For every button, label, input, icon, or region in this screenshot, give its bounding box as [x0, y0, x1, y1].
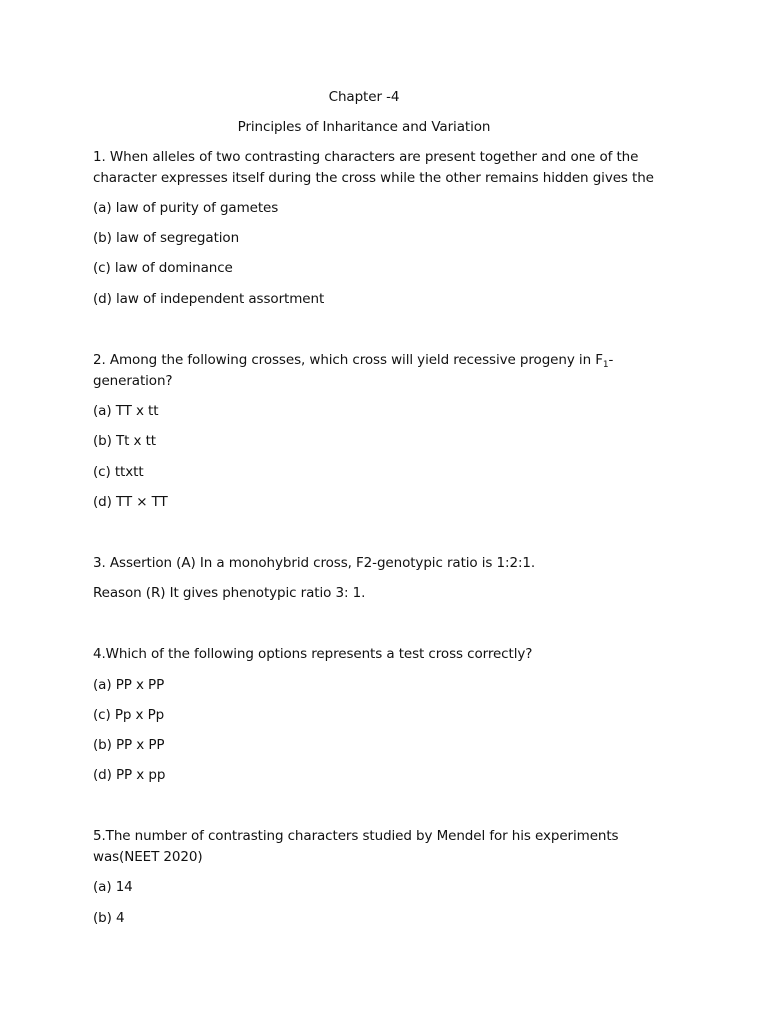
question-5-option-b: (b) 4: [93, 910, 125, 926]
question-1-option-d: (d) law of independent assortment: [93, 291, 325, 307]
question-2-option-c: (c) ttxtt: [93, 464, 144, 480]
question-2-option-d: (d) TT × TT: [93, 494, 168, 510]
chapter-heading: Chapter -4: [328, 89, 400, 105]
question-2-hyphen: -: [608, 352, 614, 368]
question-1-line-2: character expresses itself during the cross while the other remains hidden gives the: [93, 170, 654, 186]
question-2-option-a: (a) TT x tt: [93, 403, 159, 419]
question-1-option-b: (b) law of segregation: [93, 230, 240, 246]
question-5-option-a: (a) 14: [93, 879, 133, 895]
question-2-line-2: generation?: [93, 373, 173, 389]
question-5-line-2: was(NEET 2020): [93, 849, 203, 865]
subscript-1: 1: [602, 360, 609, 370]
question-1-option-c: (c) law of dominance: [93, 260, 233, 276]
question-1-option-a: (a) law of purity of gametes: [93, 200, 279, 216]
question-4-option-3: (b) PP x PP: [93, 737, 165, 753]
question-4-option-1: (a) PP x PP: [93, 677, 165, 693]
question-5-line-1: 5.The number of contrasting characters studied by Mendel for his experiments: [93, 828, 619, 844]
question-2-text: 2. Among the following crosses, which cross will yield recessive progeny in F: [93, 352, 603, 368]
question-3-assertion: 3. Assertion (A) In a monohybrid cross, F2-genotypic ratio is 1:2:1.: [93, 555, 536, 571]
question-3-reason: Reason (R) It gives phenotypic ratio 3: 1.: [93, 585, 366, 601]
question-2-line-1: [93, 351, 613, 369]
question-4-option-4: (d) PP x pp: [93, 767, 166, 783]
question-4-option-2: (c) Pp x Pp: [93, 707, 165, 723]
question-1-line-1: 1. When alleles of two contrasting characters are present together and one of the: [93, 149, 639, 165]
chapter-title: Principles of Inharitance and Variation: [237, 119, 491, 135]
question-4-text: 4.Which of the following options represents a test cross correctly?: [93, 646, 533, 662]
question-2-option-b: (b) Tt x tt: [93, 433, 156, 449]
